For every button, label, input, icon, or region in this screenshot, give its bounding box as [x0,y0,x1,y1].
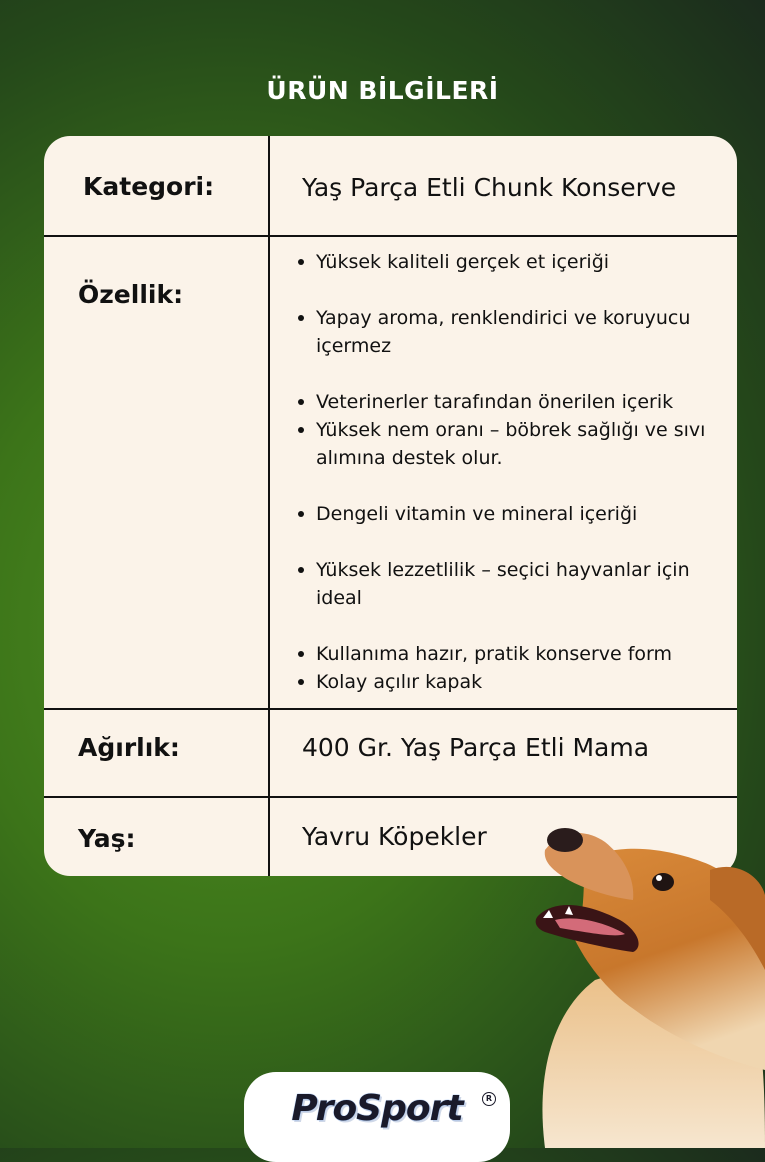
row-divider [44,796,737,798]
column-divider [268,136,270,876]
dog-photo [525,820,765,1148]
weight-value: 400 Gr. Yaş Parça Etli Mama [302,733,650,762]
registered-mark: R [482,1092,496,1106]
product-info-table [44,136,737,876]
list-item: Kolay açılır kapak [290,668,735,696]
logo-text: ProSport [291,1088,463,1129]
list-item: Dengeli vitamin ve mineral içeriği [290,500,735,528]
weight-label: Ağırlık: [78,733,180,762]
category-label: Kategori: [83,172,215,201]
list-item: Veterinerler tarafından önerilen içerik [290,388,735,416]
feature-label: Özellik: [78,280,184,309]
age-label: Yaş: [78,824,136,853]
row-divider [44,708,737,710]
list-item: Kullanıma hazır, pratik konserve form [290,640,735,668]
row-divider [44,235,737,237]
brand-logo [244,1072,510,1162]
list-item: Yüksek kaliteli gerçek et içeriği [290,248,735,276]
list-item: Yapay aroma, renklendirici ve koruyucu içermez [290,304,735,360]
list-item: Yüksek nem oranı – böbrek sağlığı ve sıvı alımına destek olur. [290,416,735,472]
feature-list [290,248,735,696]
list-item: Yüksek lezzetlilik – seçici hayvanlar için ideal [290,556,735,612]
page-title: ÜRÜN BİLGİLERİ [266,76,499,105]
category-value: Yaş Parça Etli Chunk Konserve [302,173,677,202]
age-value: Yavru Köpekler [302,822,487,851]
